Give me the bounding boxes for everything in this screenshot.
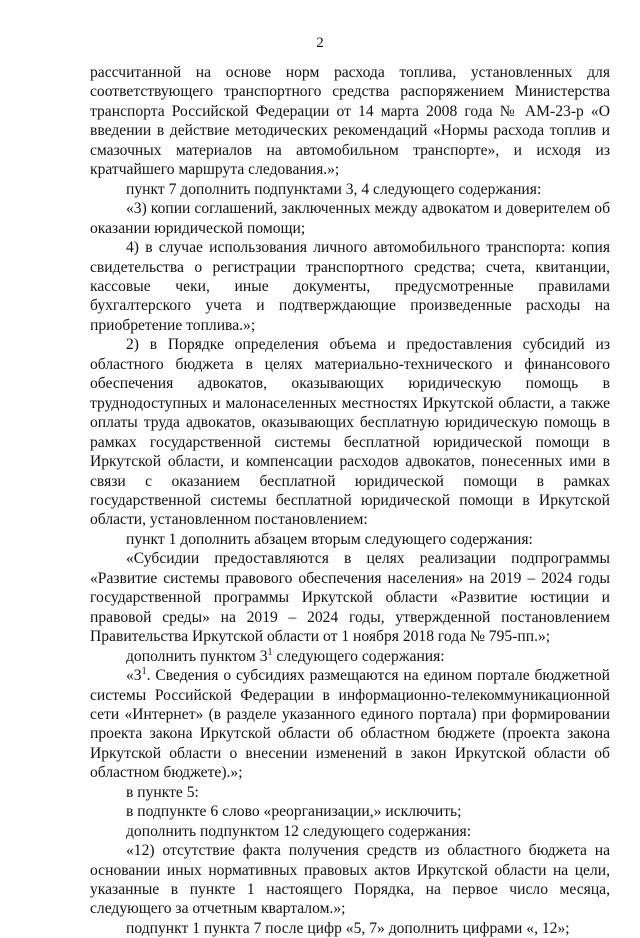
paragraph-subpoint-4: 4) в случае использования личного автомобильного транспорта: копия свидетельства о регистрации транспортного средства; счета, квитанции, кассовые чеки, иные документы, предусмотренные правилами бухгалтерского учета и подтверждающие произведенные расходы на приобретение топлива.»; xyxy=(90,239,610,334)
paragraph-point3-1-intro-end: следующего содержания: xyxy=(272,647,445,665)
paragraph-point3-1-content: . Сведения о субсидиях размещаются на едином портале бюджетной системы Российской Федерации в информационно-телекоммуникационной сети «Интернет» (в разделе указанного единого портала) при формировании проекта закона Иркутской области об областном бюджете (проекта закона Иркутской области о внесении изменений в закон Иркутской области об областном бюджете).»; xyxy=(90,667,610,782)
paragraph-point3-1-text xyxy=(90,666,610,783)
superscript-1: 1 xyxy=(141,666,147,678)
document-body xyxy=(90,63,610,938)
paragraph-point7-change: подпункт 1 пункта 7 после цифр «5, 7» дополнить цифрами «, 12»; xyxy=(126,919,570,937)
paragraph-point5-intro: в пункте 5: xyxy=(126,783,199,801)
paragraph-point7-intro: пункт 7 дополнить подпунктами 3, 4 следующего содержания: xyxy=(126,180,542,198)
paragraph-item-2-procedure: 2) в Порядке определения объема и предоставления субсидий из областного бюджета в целях материально-технического и финансового обеспечения адвокатов, оказывающих юридическую помощь в труднодоступных и малонаселенных местностях Иркутской области, а также оплаты труда адвокатов, оказывающих бесплатную юридическую помощь в рамках государственной системы бесплатной юридической помощи в Иркутской области, и компенсации расходов адвокатов, понесенных ими в связи с оказанием бесплатной юридической помощи в рамках государственной системы бесплатной юридической помощи в Иркутской области, установленном постановлением: xyxy=(90,336,610,529)
page-number: 2 xyxy=(316,35,324,51)
paragraph-subpoint-12: «12) отсутствие факта получения средств из областного бюджета на основании иных нормативных правовых актов Иркутской области на цели, указанные в пункте 1 настоящего Порядка, на первое число месяца, следующего за отчетным кварталом.»; xyxy=(90,842,610,918)
paragraph-fuel-norms: рассчитанной на основе норм расхода топлива, установленных для соответствующего транспортного средства распоряжением Министерства транспорта Российской Федерации от 14 марта 2008 года № АМ-23-р «О введении в действие методических рекомендаций «Нормы расхода топлив и смазочных материалов на автомобильном транспорте», и исходя из кратчайшего маршрута следования.»; xyxy=(90,64,610,179)
paragraph-point3-1-number: «3 xyxy=(126,667,142,685)
paragraph-subpoint6-change: в подпункте 6 слово «реорганизации,» исключить; xyxy=(126,803,462,821)
paragraph-point3-1-intro-start: дополнить пунктом 3 xyxy=(126,647,268,665)
paragraph-point3-1-intro xyxy=(90,647,610,666)
paragraph-subsidies-purpose: «Субсидии предоставляются в целях реализации подпрограммы «Развитие системы правового обеспечения населения» на 2019 – 2024 годы государственной программы Иркутской области «Развитие юстиции и правовой среды» на 2019 – 2024 годы, утвержденной постановлением Правительства Иркутской области от 1 ноября 2018 года № 795-пп.»; xyxy=(90,550,610,646)
paragraph-subpoint12-intro: дополнить подпунктом 12 следующего содержания: xyxy=(126,822,472,840)
superscript-1: 1 xyxy=(267,646,273,658)
paragraph-point1-intro: пункт 1 дополнить абзацем вторым следующего содержания: xyxy=(126,530,533,548)
paragraph-subpoint-3: «3) копии соглашений, заключенных между адвокатом и доверителем об оказании юридической помощи; xyxy=(90,200,610,237)
